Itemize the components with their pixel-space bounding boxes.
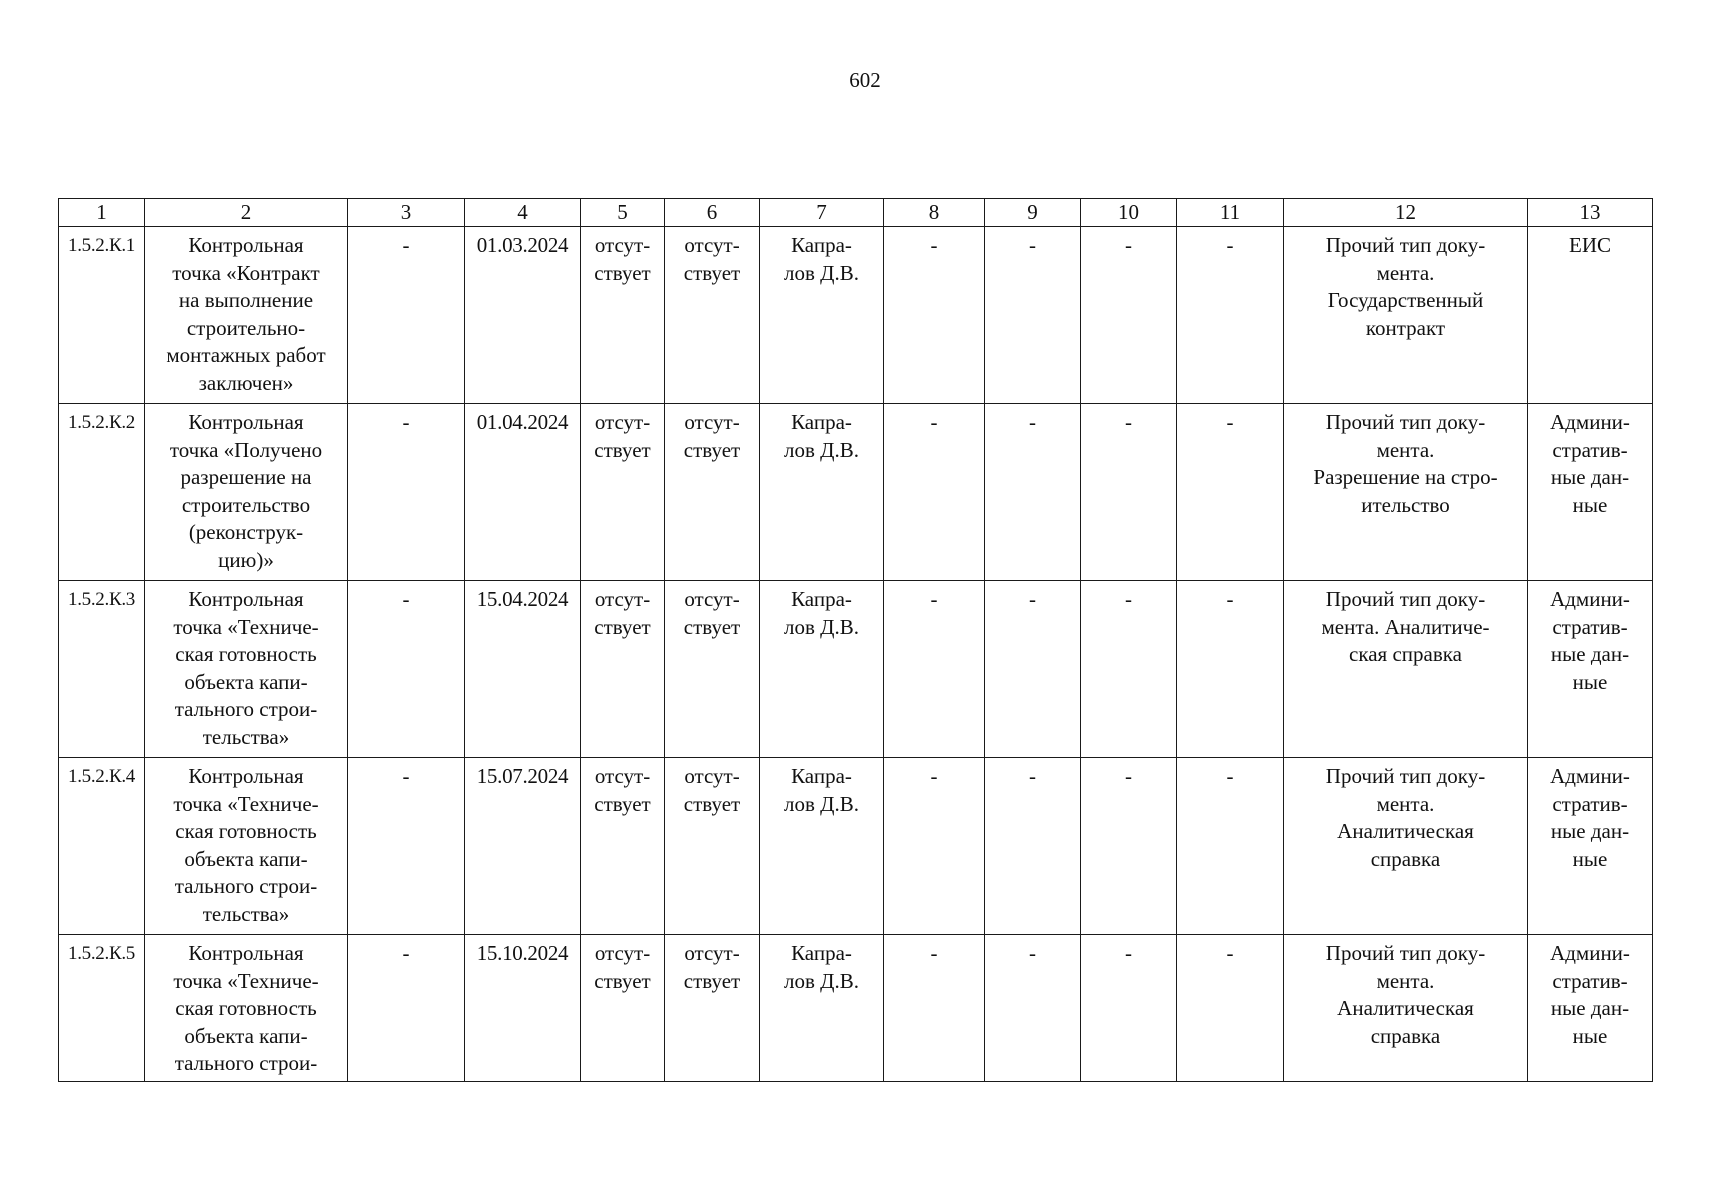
row-col9-cell: - <box>985 581 1081 758</box>
row-person-cell: Капра- лов Д.В. <box>760 404 884 581</box>
row-person-cell: Капра- лов Д.В. <box>760 581 884 758</box>
row-col10-cell: - <box>1081 227 1177 404</box>
table-row <box>59 404 1653 581</box>
row-col6-cell: отсут- ствует <box>665 581 760 758</box>
row-col8-cell: - <box>884 935 985 1082</box>
row-person-cell: Капра- лов Д.В. <box>760 227 884 404</box>
row-col5-cell: отсут- ствует <box>581 227 665 404</box>
row-source-cell: Админи- стратив- ные дан- ные <box>1528 758 1653 935</box>
row-person-cell: Капра- лов Д.В. <box>760 935 884 1082</box>
table-row <box>59 581 1653 758</box>
column-header-12: 12 <box>1284 199 1528 227</box>
row-name-cell: Контрольная точка «Контракт на выполнение строительно- монтажных работ заключен» <box>145 227 348 404</box>
row-doc-type-cell: Прочий тип доку- мента. Аналитическая справка <box>1284 758 1528 935</box>
row-source-cell: Админи- стратив- ные дан- ные <box>1528 581 1653 758</box>
row-doc-type-cell: Прочий тип доку- мента. Аналитиче- ская справка <box>1284 581 1528 758</box>
row-doc-type-cell: Прочий тип доку- мента. Аналитическая справка <box>1284 935 1528 1082</box>
row-col8-cell: - <box>884 227 985 404</box>
column-header-13: 13 <box>1528 199 1653 227</box>
row-date-cell: 15.10.2024 <box>465 935 581 1082</box>
table-row <box>59 227 1653 404</box>
row-col9-cell: - <box>985 758 1081 935</box>
column-header-3: 3 <box>348 199 465 227</box>
row-col8-cell: - <box>884 581 985 758</box>
row-col6-cell: отсут- ствует <box>665 404 760 581</box>
row-col5-cell: отсут- ствует <box>581 758 665 935</box>
row-source-cell: ЕИС <box>1528 227 1653 404</box>
row-col3-cell: - <box>348 227 465 404</box>
row-date-cell: 01.04.2024 <box>465 404 581 581</box>
control-points-table <box>58 198 1653 1082</box>
row-col6-cell: отсут- ствует <box>665 227 760 404</box>
page-number: 602 <box>849 68 881 92</box>
row-col8-cell: - <box>884 758 985 935</box>
row-col11-cell: - <box>1177 758 1284 935</box>
column-header-2: 2 <box>145 199 348 227</box>
row-code-cell: 1.5.2.К.3 <box>59 581 145 758</box>
row-doc-type-cell: Прочий тип доку- мента. Государственный контракт <box>1284 227 1528 404</box>
row-person-cell: Капра- лов Д.В. <box>760 758 884 935</box>
row-col3-cell: - <box>348 758 465 935</box>
column-header-11: 11 <box>1177 199 1284 227</box>
row-name-cell: Контрольная точка «Получено разрешение на строительство (реконструк- цию)» <box>145 404 348 581</box>
row-doc-type-cell: Прочий тип доку- мента. Разрешение на стро- ительство <box>1284 404 1528 581</box>
row-col3-cell: - <box>348 404 465 581</box>
table-row <box>59 758 1653 935</box>
column-header-10: 10 <box>1081 199 1177 227</box>
row-code-cell: 1.5.2.К.5 <box>59 935 145 1082</box>
column-header-9: 9 <box>985 199 1081 227</box>
row-col6-cell: отсут- ствует <box>665 935 760 1082</box>
table-row <box>59 935 1653 1082</box>
row-col5-cell: отсут- ствует <box>581 581 665 758</box>
row-code-cell: 1.5.2.К.4 <box>59 758 145 935</box>
row-name-cell: Контрольная точка «Техниче- ская готовность объекта капи- тального строи- <box>145 935 348 1082</box>
row-col8-cell: - <box>884 404 985 581</box>
row-date-cell: 15.07.2024 <box>465 758 581 935</box>
column-header-7: 7 <box>760 199 884 227</box>
row-col11-cell: - <box>1177 935 1284 1082</box>
row-date-cell: 15.04.2024 <box>465 581 581 758</box>
row-name-cell: Контрольная точка «Техниче- ская готовность объекта капи- тального строи- тельства» <box>145 758 348 935</box>
column-header-5: 5 <box>581 199 665 227</box>
row-col9-cell: - <box>985 404 1081 581</box>
column-header-8: 8 <box>884 199 985 227</box>
row-col11-cell: - <box>1177 227 1284 404</box>
row-col5-cell: отсут- ствует <box>581 404 665 581</box>
row-col11-cell: - <box>1177 404 1284 581</box>
row-name-cell: Контрольная точка «Техниче- ская готовность объекта капи- тального строи- тельства» <box>145 581 348 758</box>
table-header-row <box>59 199 1653 227</box>
row-col9-cell: - <box>985 935 1081 1082</box>
column-header-6: 6 <box>665 199 760 227</box>
column-header-1: 1 <box>59 199 145 227</box>
row-col10-cell: - <box>1081 404 1177 581</box>
row-col10-cell: - <box>1081 758 1177 935</box>
row-col9-cell: - <box>985 227 1081 404</box>
row-code-cell: 1.5.2.К.1 <box>59 227 145 404</box>
row-col10-cell: - <box>1081 935 1177 1082</box>
row-code-cell: 1.5.2.К.2 <box>59 404 145 581</box>
row-col11-cell: - <box>1177 581 1284 758</box>
row-source-cell: Админи- стратив- ные дан- ные <box>1528 404 1653 581</box>
row-col6-cell: отсут- ствует <box>665 758 760 935</box>
row-source-cell: Админи- стратив- ные дан- ные <box>1528 935 1653 1082</box>
row-col3-cell: - <box>348 581 465 758</box>
column-header-4: 4 <box>465 199 581 227</box>
row-col5-cell: отсут- ствует <box>581 935 665 1082</box>
row-col10-cell: - <box>1081 581 1177 758</box>
row-col3-cell: - <box>348 935 465 1082</box>
row-date-cell: 01.03.2024 <box>465 227 581 404</box>
